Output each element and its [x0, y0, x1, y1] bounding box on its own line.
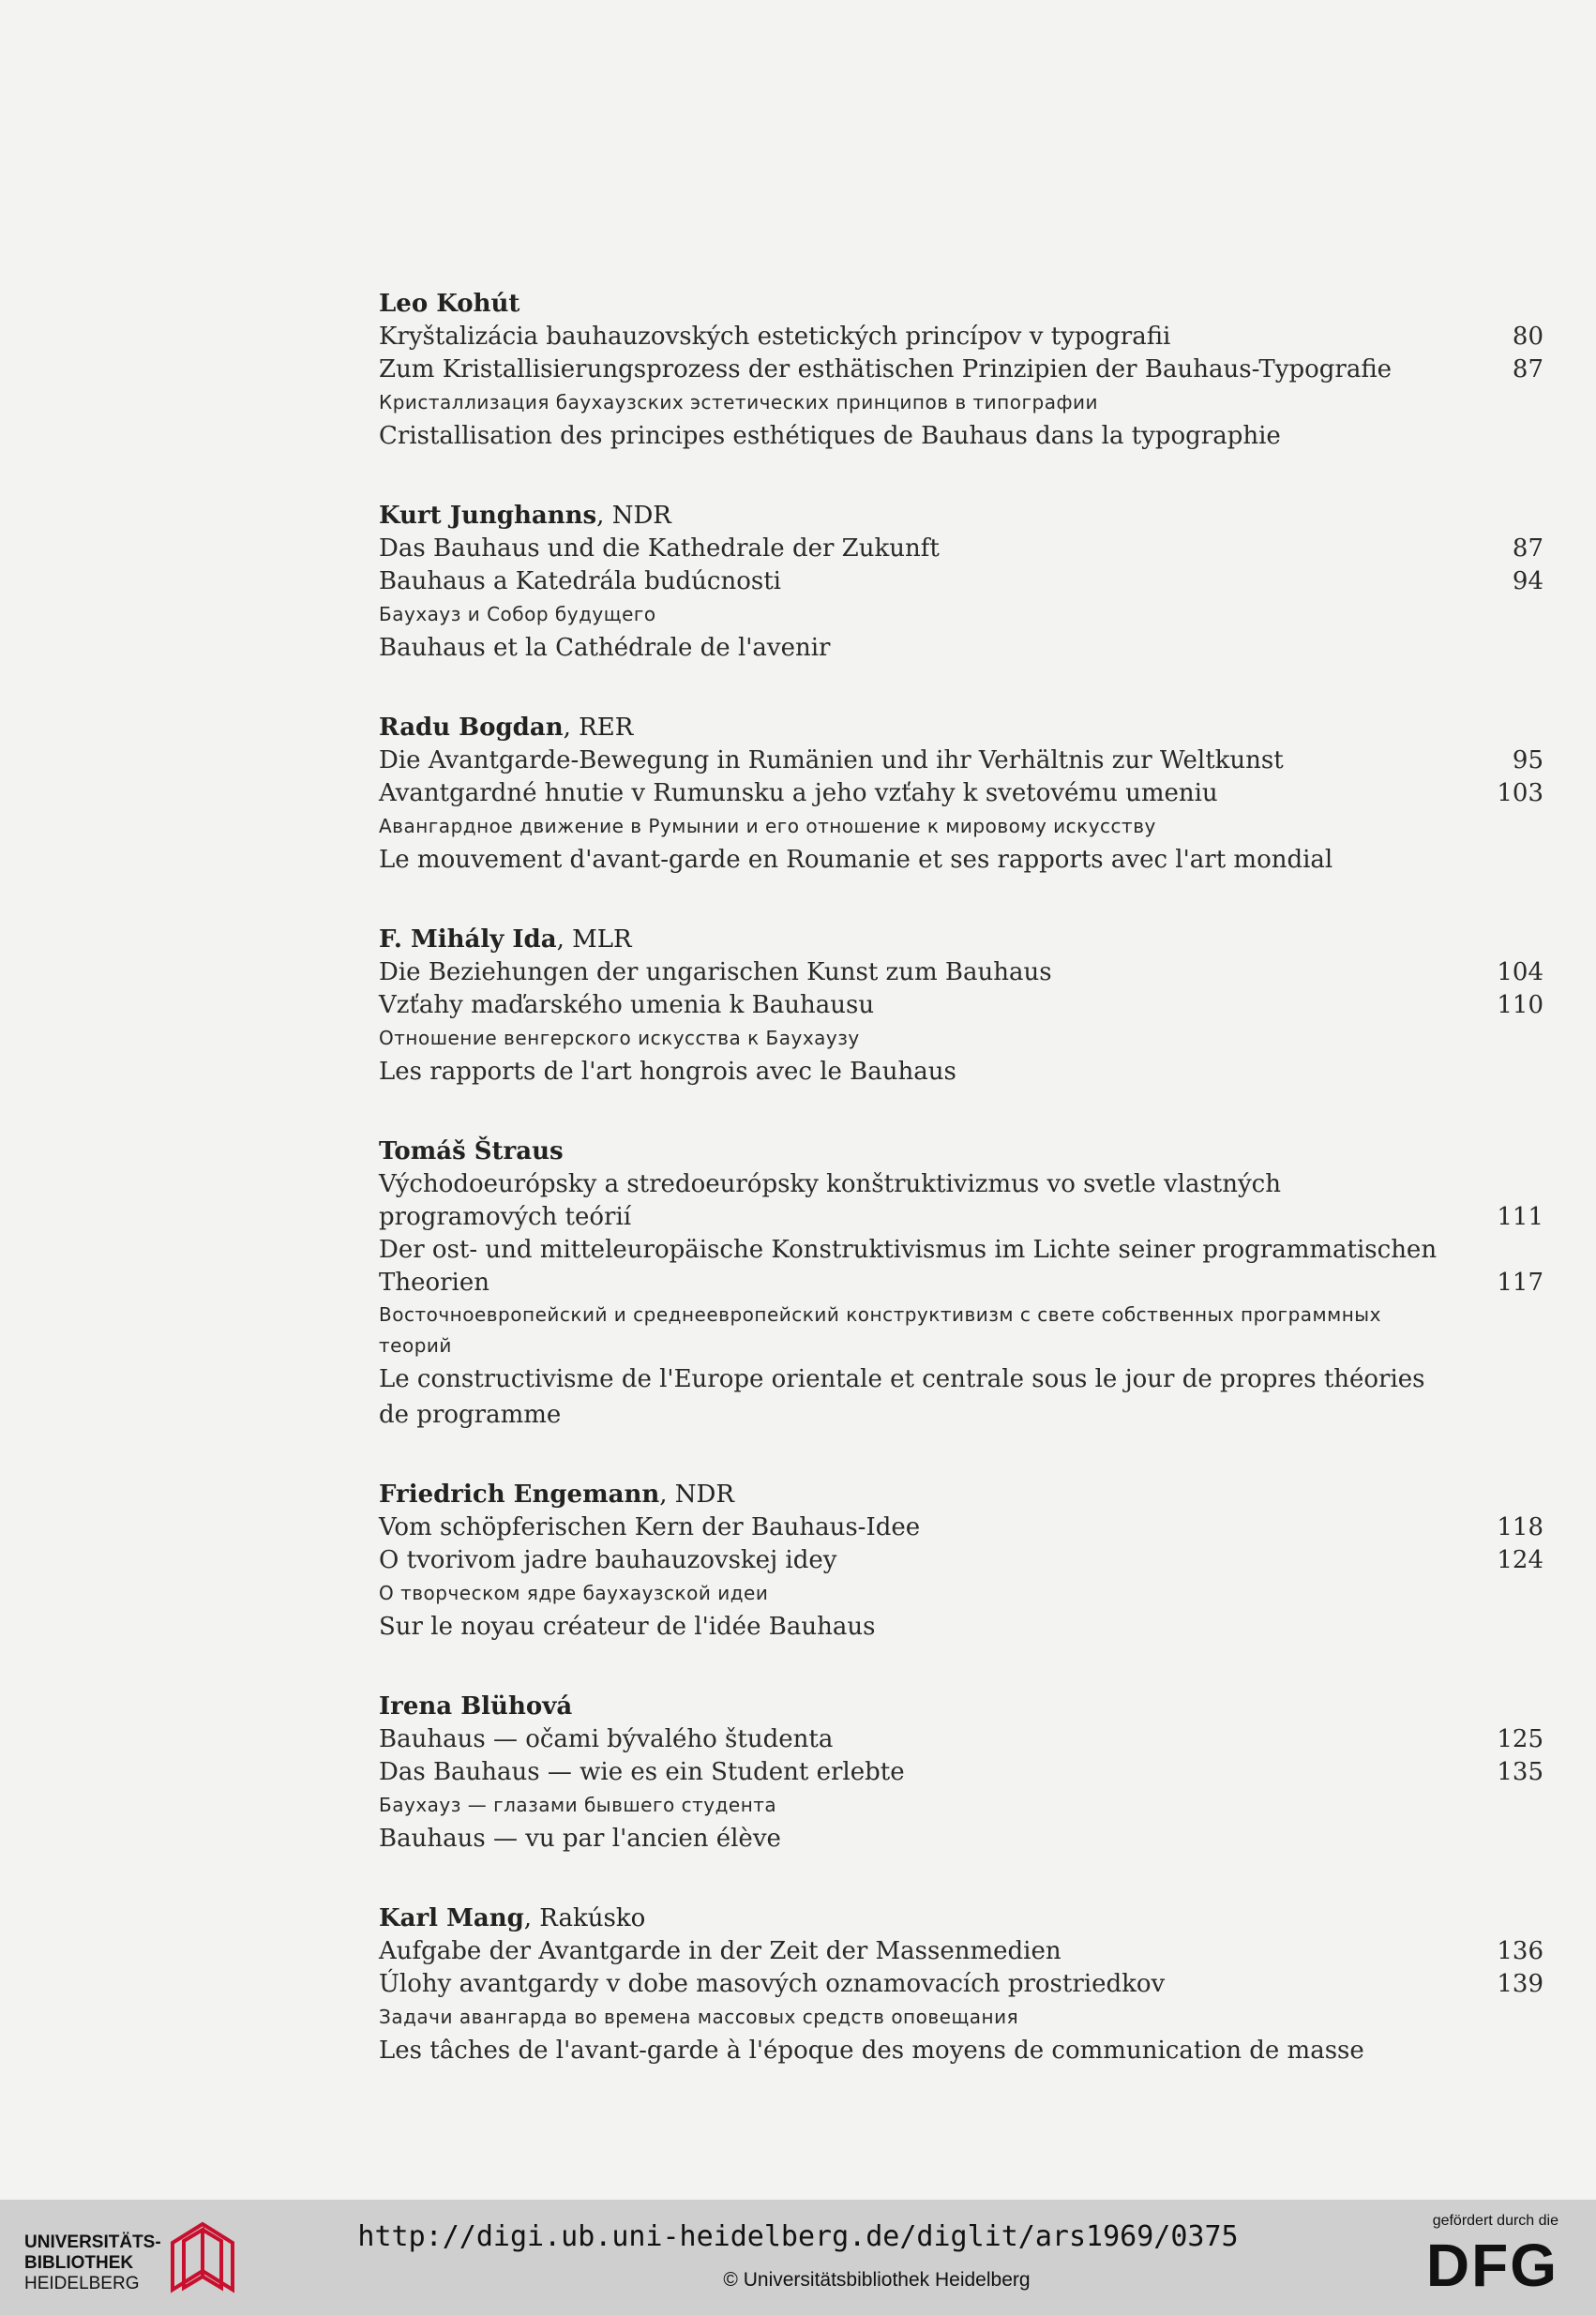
entry-title: Le mouvement d'avant-garde en Roumanie et ses rapports avec l'art mondial	[379, 846, 1333, 874]
page-number: 125	[1497, 1725, 1543, 1753]
page-number: 136	[1497, 1937, 1543, 1965]
author-section	[379, 1478, 1543, 1645]
toc-entry[interactable]	[379, 1821, 1543, 1857]
toc-entry[interactable]	[379, 353, 1543, 386]
toc-entry[interactable]	[379, 777, 1543, 810]
toc-entry[interactable]	[379, 1609, 1543, 1645]
page-number: 110	[1497, 991, 1543, 1019]
entry-title: Kryštalizácia bauhauzovských estetických princípov v typografii	[379, 323, 1171, 351]
toc-entry[interactable]	[379, 2001, 1543, 2033]
page-number: 124	[1497, 1546, 1543, 1574]
library-logo-line-2: BIBLIOTHEK	[24, 2253, 134, 2273]
entry-title: Zum Kristallisierungsprozess der esthätischen Prinzipien der Bauhaus-Typografie	[379, 355, 1393, 383]
author-name: Kurt Junghanns	[379, 502, 597, 530]
entry-title: Баухауз и Собор будущего	[379, 603, 656, 625]
entry-title: Bauhaus et la Cathédrale de l'avenir	[379, 634, 831, 662]
entry-title: Задачи авангарда во времена массовых средств оповещания	[379, 2006, 1019, 2028]
toc-entry[interactable]	[379, 1511, 1543, 1544]
page-number: 111	[1497, 1203, 1543, 1231]
entry-title: Das Bauhaus und die Kathedrale der Zukunft	[379, 534, 940, 563]
copyright-notice: © Universitätsbibliothek Heidelberg	[723, 2269, 1031, 2291]
entry-title: Sur le noyau créateur de l'idée Bauhaus	[379, 1613, 876, 1641]
author-section	[379, 711, 1543, 878]
entry-title: Отношение венгерского искусства к Баухаузу	[379, 1027, 860, 1049]
toc-entry[interactable]	[379, 1935, 1543, 1968]
author-name: Friedrich Engemann	[379, 1481, 660, 1509]
dfg-funder-logo[interactable]	[1408, 2213, 1558, 2307]
author-name: Irena Blühová	[379, 1692, 573, 1721]
author-heading	[379, 499, 1543, 533]
toc-entry[interactable]	[379, 630, 1543, 666]
entry-title: Le constructivisme de l'Europe orientale et centrale sous le jour de propres théories de programme	[379, 1365, 1425, 1429]
entry-title: Die Beziehungen der ungarischen Kunst zum Bauhaus	[379, 958, 1052, 986]
author-name: Karl Mang	[379, 1904, 524, 1932]
author-affiliation: , NDR	[659, 1481, 734, 1509]
author-heading	[379, 1135, 1543, 1168]
author-heading	[379, 287, 1543, 321]
entry-title: Východoeurópsky a stredoeurópsky konštruktivizmus vo svetle vlastných programových teórií	[379, 1170, 1281, 1231]
toc-entry[interactable]	[379, 1544, 1543, 1577]
toc-entry[interactable]	[379, 744, 1543, 777]
author-section	[379, 923, 1543, 1090]
author-name: Tomáš Štraus	[379, 1137, 564, 1165]
entry-title: Aufgabe der Avantgarde in der Zeit der Massenmedien	[379, 1937, 1061, 1965]
author-heading	[379, 711, 1543, 744]
entry-title: Авангардное движение в Румынии и его отношение к мировому искусству	[379, 815, 1156, 837]
toc-entry[interactable]	[379, 2033, 1543, 2068]
entry-title: Кристаллизация баухаузских эстетических принципов в типографии	[379, 391, 1099, 413]
toc-entry[interactable]	[379, 1022, 1543, 1054]
entry-title: Bauhaus — očami bývalého študenta	[379, 1725, 834, 1753]
page-number: 87	[1512, 534, 1543, 563]
author-heading	[379, 1902, 1543, 1935]
toc-entry[interactable]	[379, 1054, 1543, 1090]
entry-title: Cristallisation des principes esthétiques de Bauhaus dans la typographie	[379, 422, 1281, 450]
author-section	[379, 499, 1543, 666]
toc-entry[interactable]	[379, 1723, 1543, 1756]
toc-entry[interactable]	[379, 1756, 1543, 1789]
page-number: 95	[1512, 746, 1543, 774]
toc-entry[interactable]	[379, 418, 1543, 454]
page-number: 80	[1512, 323, 1543, 351]
author-affiliation: , Rakúsko	[523, 1904, 646, 1932]
library-logo-line-1: UNIVERSITÄTS-	[24, 2232, 161, 2252]
toc-entry[interactable]	[379, 565, 1543, 598]
page-number: 94	[1512, 567, 1543, 595]
funder-caption: gefördert durch die	[1432, 2213, 1558, 2229]
toc-entry[interactable]	[379, 1789, 1543, 1821]
entry-title: Der ost- und mitteleuropäische Konstruktivismus im Lichte seiner programmatischen Theorien	[379, 1236, 1438, 1297]
author-section	[379, 1690, 1543, 1857]
toc-entry[interactable]	[379, 842, 1543, 878]
footer-bar	[0, 2200, 1596, 2315]
author-name: Radu Bogdan	[379, 714, 564, 742]
entry-title: Die Avantgarde-Bewegung in Rumänien und ihr Verhältnis zur Weltkunst	[379, 746, 1284, 774]
entry-title: Les tâches de l'avant-garde à l'époque des moyens de communication de masse	[379, 2037, 1364, 2065]
author-heading	[379, 1690, 1543, 1723]
page-number: 139	[1497, 1970, 1543, 1998]
author-affiliation: , RER	[563, 714, 634, 742]
page-number: 87	[1512, 355, 1543, 383]
author-affiliation: , MLR	[556, 925, 632, 954]
author-heading	[379, 923, 1543, 956]
author-affiliation: , NDR	[596, 502, 671, 530]
toc-entry[interactable]	[379, 956, 1543, 989]
toc-entry[interactable]	[379, 1234, 1543, 1300]
page-number: 117	[1497, 1269, 1543, 1297]
entry-title: Восточноевропейский и среднеевропейский конструктивизм с свете собственных программных теорий	[379, 1303, 1381, 1357]
toc-entry[interactable]	[379, 321, 1543, 353]
page-number: 104	[1497, 958, 1543, 986]
toc-entry[interactable]	[379, 533, 1543, 565]
toc-entry[interactable]	[379, 1968, 1543, 2001]
author-section	[379, 287, 1543, 454]
entry-title: Vzťahy maďarského umenia k Bauhausu	[379, 991, 875, 1019]
page-number: 103	[1497, 779, 1543, 807]
entry-title: Das Bauhaus — wie es ein Student erlebte	[379, 1758, 905, 1786]
toc-entry[interactable]	[379, 989, 1543, 1022]
toc-entry[interactable]	[379, 1577, 1543, 1609]
entry-title: Vom schöpferischen Kern der Bauhaus-Idee	[379, 1513, 921, 1541]
page-number: 135	[1497, 1758, 1543, 1786]
toc-entry[interactable]	[379, 810, 1543, 842]
permalink-url[interactable]: http://digi.ub.uni-heidelberg.de/diglit/ars1969/0375	[357, 2220, 1239, 2253]
author-heading	[379, 1478, 1543, 1511]
entry-title: Bauhaus — vu par l'ancien élève	[379, 1825, 781, 1853]
author-name: F. Mihály Ida	[379, 925, 557, 954]
entry-title: Úlohy avantgardy v dobe masových oznamovacích prostriedkov	[379, 1970, 1166, 1998]
library-logo-line-3: HEIDELBERG	[24, 2274, 140, 2293]
entry-title: О творческом ядре баухаузской идеи	[379, 1582, 769, 1604]
toc-entry[interactable]	[379, 1361, 1543, 1433]
toc-entry[interactable]	[379, 1168, 1543, 1234]
toc-entry[interactable]	[379, 598, 1543, 630]
table-of-contents	[379, 287, 1543, 2113]
author-name: Leo Kohút	[379, 290, 520, 318]
entry-title: Avantgardné hnutie v Rumunsku a jeho vzťahy k svetovému umeniu	[379, 779, 1218, 807]
entry-title: O tvorivom jadre bauhauzovskej idey	[379, 1546, 837, 1574]
page-number: 118	[1497, 1513, 1543, 1541]
dfg-logo-mark: DFG	[1425, 2232, 1558, 2299]
author-section	[379, 1902, 1543, 2068]
toc-entry[interactable]	[379, 386, 1543, 418]
entry-title: Les rapports de l'art hongrois avec le Bauhaus	[379, 1058, 956, 1086]
entry-title: Баухауз — глазами бывшего студента	[379, 1794, 777, 1816]
author-section	[379, 1135, 1543, 1433]
entry-title: Bauhaus a Katedrála budúcnosti	[379, 567, 781, 595]
toc-entry[interactable]	[379, 1300, 1543, 1361]
